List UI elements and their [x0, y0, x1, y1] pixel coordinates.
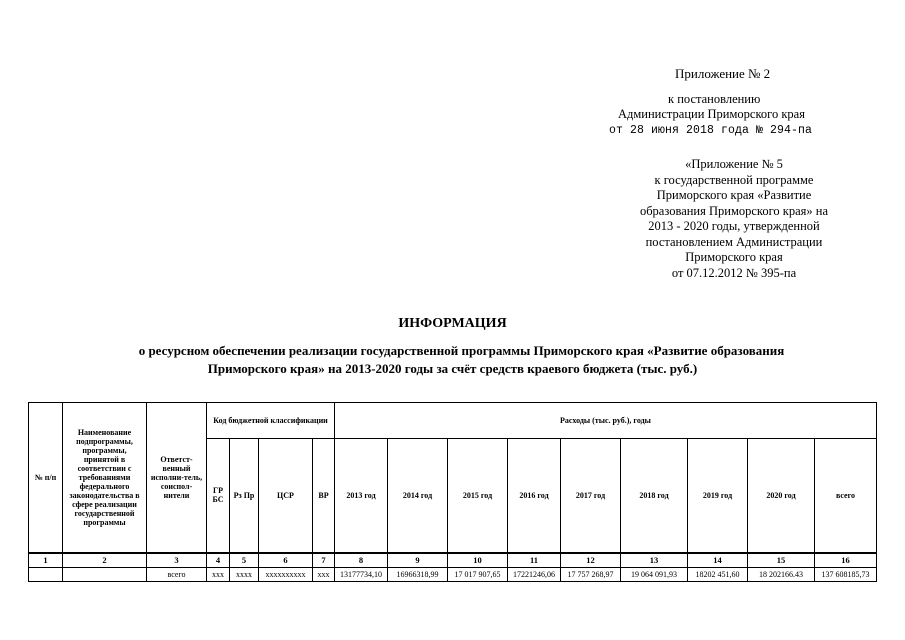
- row-value-2014: 16966318,99: [388, 567, 448, 581]
- resolution-date-number: от 28 июня 2018 года № 294-па: [609, 124, 813, 137]
- header-year-2018: 2018 год: [621, 439, 688, 553]
- quote-line: образования Приморского края» на: [639, 203, 829, 218]
- to-resolution: к постановлению: [668, 92, 761, 106]
- row-value-2016: 17221246,06: [508, 567, 561, 581]
- appendix-title: Приложение № 2: [675, 66, 771, 81]
- col-number: 1: [29, 553, 63, 568]
- col-number: 16: [815, 553, 877, 568]
- header-grbs: ГР БС: [207, 439, 230, 553]
- col-number: 13: [621, 553, 688, 568]
- col-number: 14: [688, 553, 748, 568]
- col-number: 15: [748, 553, 815, 568]
- header-vr: ВР: [313, 439, 335, 553]
- col-number: 5: [230, 553, 259, 568]
- col-number: 6: [259, 553, 313, 568]
- row-vr: ххх: [313, 567, 335, 581]
- document-subtitle-line1: о ресурсном обеспечении реализации государственной программы Приморского края «Развитие образования: [138, 343, 785, 358]
- col-number: 2: [63, 553, 147, 568]
- header-year-2014: 2014 год: [388, 439, 448, 553]
- header-budget-code: Код бюджетной классификации: [207, 403, 335, 439]
- row-value-2018: 19 064 091,93: [621, 567, 688, 581]
- header-year-2016: 2016 год: [508, 439, 561, 553]
- header-executor: Ответст-венный исполни-тель, соиспол-нители: [147, 403, 207, 553]
- header-num: № п/п: [29, 403, 63, 553]
- header-year-2017: 2017 год: [561, 439, 621, 553]
- col-number: 7: [313, 553, 335, 568]
- quote-line: Приморского края «Развитие: [656, 188, 812, 202]
- row-value-2013: 13177734,10: [335, 567, 388, 581]
- resource-table: [28, 402, 877, 582]
- col-number: 10: [448, 553, 508, 568]
- quote-line: от 07.12.2012 № 395-па: [671, 265, 797, 280]
- row-rzpr: хххх: [230, 567, 259, 581]
- document-title: ИНФОРМАЦИЯ: [398, 316, 507, 331]
- row-value-2017: 17 757 268,97: [561, 567, 621, 581]
- row-num: [29, 567, 63, 581]
- quote-line: 2013 - 2020 годы, утвержденной: [648, 219, 820, 233]
- row-value-2019: 18202 451,60: [688, 567, 748, 581]
- col-number: 9: [388, 553, 448, 568]
- col-number: 4: [207, 553, 230, 568]
- quote-block: [600, 157, 868, 281]
- row-value-total: 137 608185,73: [815, 567, 877, 581]
- table-row: [29, 567, 877, 581]
- header-total: всего: [815, 439, 877, 553]
- col-number: 11: [508, 553, 561, 568]
- header-year-2020: 2020 год: [748, 439, 815, 553]
- row-grbs: ххх: [207, 567, 230, 581]
- col-number: 3: [147, 553, 207, 568]
- row-csr: хххххххххх: [259, 567, 313, 581]
- administration-name: Администрации Приморского края: [618, 107, 805, 121]
- header-csr: ЦСР: [259, 439, 313, 553]
- col-number: 12: [561, 553, 621, 568]
- header-expenses: Расходы (тыс. руб.), годы: [335, 403, 877, 439]
- header-year-2015: 2015 год: [448, 439, 508, 553]
- col-number: 8: [335, 553, 388, 568]
- quote-line: постановлением Администрации: [645, 234, 823, 249]
- header-rzpr: Рз Пр: [230, 439, 259, 553]
- quote-line: к государственной программе: [654, 172, 814, 187]
- row-value-2015: 17 017 907,65: [448, 567, 508, 581]
- header-year-2013: 2013 год: [335, 439, 388, 553]
- quote-line: «Приложение № 5: [685, 157, 783, 171]
- row-value-2020: 18 202166.43: [748, 567, 815, 581]
- header-year-2019: 2019 год: [688, 439, 748, 553]
- document-subtitle-line2: Приморского края» на 2013-2020 годы за счёт средств краевого бюджета (тыс. руб.): [207, 361, 698, 376]
- row-executor: всего: [147, 567, 207, 581]
- quote-line: Приморского края: [685, 250, 783, 264]
- header-name: Наименование подпрограммы, программы, принятой в соответствии с требованиями федерального законодательства в сфере реализации государственной программы: [63, 403, 147, 553]
- row-name: [63, 567, 147, 581]
